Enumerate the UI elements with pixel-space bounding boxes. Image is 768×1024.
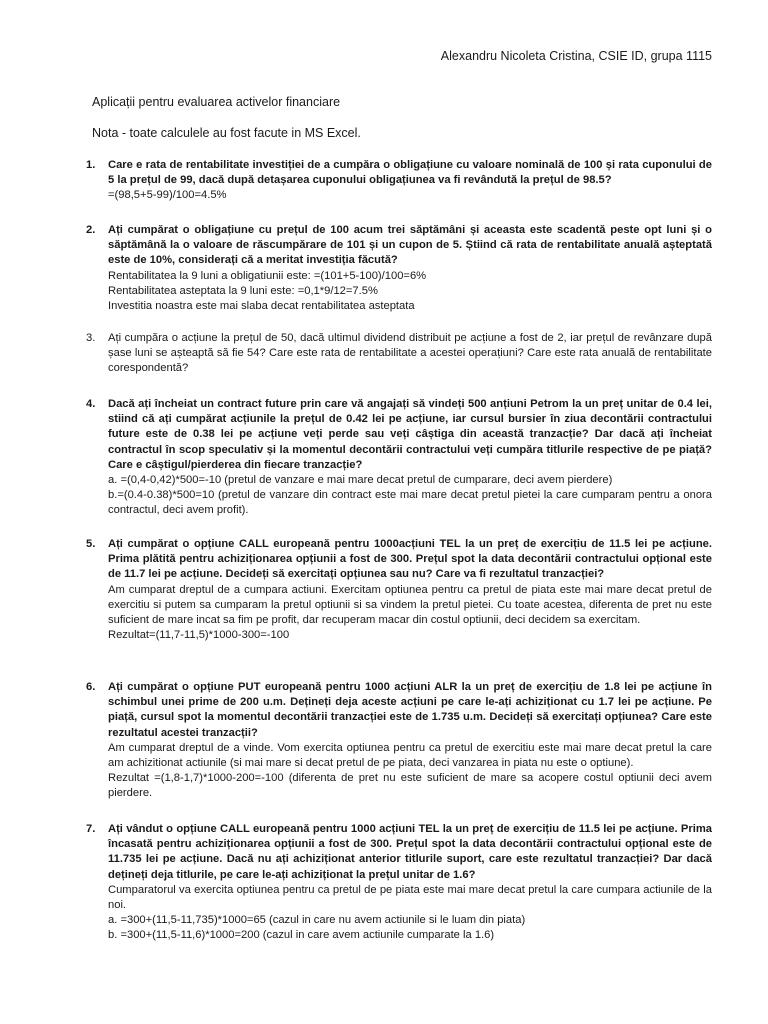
answer-line: Am cumparat dreptul de a vinde. Vom exercita optiunea pentru ca pretul de exercitiu este mai mare decat pretul la care am achizitionat actiunile (si mai mare si decat pretul de pe piata, deci vanzarea in piata nu este o optiune). [108,741,712,770]
answer-line: a. =300+(11,5-11,735)*1000=65 (cazul in care nu avem actiunile si le luam din piata) [108,914,526,927]
question-text: Ați cumpăra o acțiune la prețul de 50, dacă ultimul dividend distribuit pe acțiune a fost de 2, iar prețul de revânzare după șase luni se așteaptă să fie 54? Care este rata de rentabilitate a acestei operațiuni? Care este rata anuală de rentabilitate corespondentă? [108,332,712,375]
answer-line: Am cumparat dreptul de a cumpara actiuni. Exercitam optiunea pentru ca pretul de piata este mai mare decat pretul de exercitiu si putem sa cumparam la pretul optiunii si sa vindem la pretul pietei. Cu toate acestea, diferenta de pret nu este suficient de mare incat sa fim pe profit, dar recuperam macar din costul optiunii, deci decidem sa exercitam. [108,583,712,627]
question-text: Care e rata de rentabilitate investiției de a cumpăra o obligațiune cu valoare nominală de 100 și rata cuponului de 5 la prețul de 99, dacă după detașarea cuponului obligațiunea va fi revândută la prețul de 98.5? [108,159,712,187]
question-1 [86,158,712,204]
question-text: Ați vândut o opțiune CALL europeană pentru 1000 acțiuni TEL la un preț de exercițiu de 11.5 lei pe acțiune. Prima încasată pentru achiziționarea opțiunii a fost de 300. Prețul spot la data decontării contractului opțional este de 11.735 lei pe acțiune. Dacă nu ați achiziționat anterior titlurile suport, care este rezultatul tranzacției? Dar dacă dețineți deja titlurile, pe care le-ați achiziționat la prețul unitar de 1.6? [108,823,712,881]
question-6 [86,680,712,802]
answer-line: Rezultat =(1,8-1,7)*1000-200=-100 (diferenta de pret nu este suficient de mare sa acopere costul optiunii deci avem pierdere. [108,772,712,800]
answer-line: b.=(0.4-0.38)*500=10 (pretul de vanzare din contract este mai mare decat pretul pietei la care cumparam pentru a onora contractul, deci avem profit). [108,489,712,517]
answer-line: Rentabilitatea asteptata la 9 luni este: =0,1*9/12=7.5% [108,284,378,297]
question-text: Dacă ați încheiat un contract future prin care vă angajați să vindeți 500 anțiuni Petrom la un preț unitar de 0.4 lei, stiind că ați cumpărat acțiunile la prețul de 0.42 lei pe acțiune, iar cursul bursier în ziua decontării contractului future este de 0.38 lei pe acțiune veți perde sau veți câștiga din această tranzacție? Dar dacă ați încheiat contractul în scop speculativ și la momentul decontării contractului veți cumpăra titlurile respective de pe piață? Care e câștigul/pierderea din fiecare tranzacție? [108,398,712,471]
question-text: Ați cumpărat o opțiune PUT europeană pentru 1000 acțiuni ALR la un preț de exercițiu de 1.8 lei pe acțiune în schimbul unei prime de 200 u.m. Dețineți deja aceste acțiuni pe care le-ați achiziționat cu 1.7 lei pe acțiune. Pe piață, cursul spot la momentul decontării tranzacției este de 1.735 u.m. Decideți să exercitați opțiunea? Care este rezultatul acestei tranzacții? [108,681,712,739]
question-4 [86,397,712,519]
answer-line: Rentabilitatea la 9 luni a obligatiunii este: =(101+5-100)/100=6% [108,269,427,282]
answer-line: =(98,5+5-99)/100=4.5% [108,189,227,202]
answer-line: b. =300+(11,5-11,6)*1000=200 (cazul in care avem actiunile cumparate la 1.6) [108,929,495,942]
answer-line: a. =(0,4-0,42)*500=-10 (pretul de vanzare e mai mare decat pretul de cumparare, deci avem pierdere) [108,474,613,487]
question-text: Ați cumpărat o obligațiune cu prețul de 100 acum trei săptămâni și aceasta este scadentă peste opt luni și o săptămână la o valoare de răscumpărare de 101 și un cupon de 5. Știind că rata de rentabilitate anuală așteptată este de 10%, considerați că a meritat investiția făcută? [108,224,712,267]
note-line: Nota - toate calculele au fost facute in MS Excel. [92,126,361,140]
author-line: Alexandru Nicoleta Cristina, CSIE ID, grupa 1115 [440,49,712,63]
question-text: Ați cumpărat o opțiune CALL europeană pentru 1000acțiuni TEL la un preț de exercițiu de 11.5 lei pe acțiune. Prima plătită pentru achiziționarea opțiunii a fost de 300. Prețul spot la data decontării contractului opțional este de 11.7 lei pe acțiune. Decideți să exercitați opțiunea sau nu? Care va fi rezultatul tranzacției? [108,538,712,581]
question-number: 1. [86,159,96,171]
question-5 [86,537,712,643]
page-title: Aplicații pentru evaluarea activelor financiare [92,95,341,109]
answer-line: Rezultat=(11,7-11,5)*1000-300=-100 [108,629,290,642]
question-number: 5. [86,538,96,550]
question-number: 3. [86,332,96,344]
answer-line: Investitia noastra este mai slaba decat rentabilitatea asteptata [108,300,415,313]
question-number: 2. [86,224,96,236]
question-2 [86,223,712,314]
question-number: 4. [86,398,96,410]
question-3 [86,331,712,377]
question-7 [86,822,712,944]
answer-line: Cumparatorul va exercita optiunea pentru ca pretul de pe piata este mai mare decat pretul la care cumpara actiunile de la noi. [108,883,712,912]
question-number: 6. [86,681,96,693]
question-number: 7. [86,823,96,835]
